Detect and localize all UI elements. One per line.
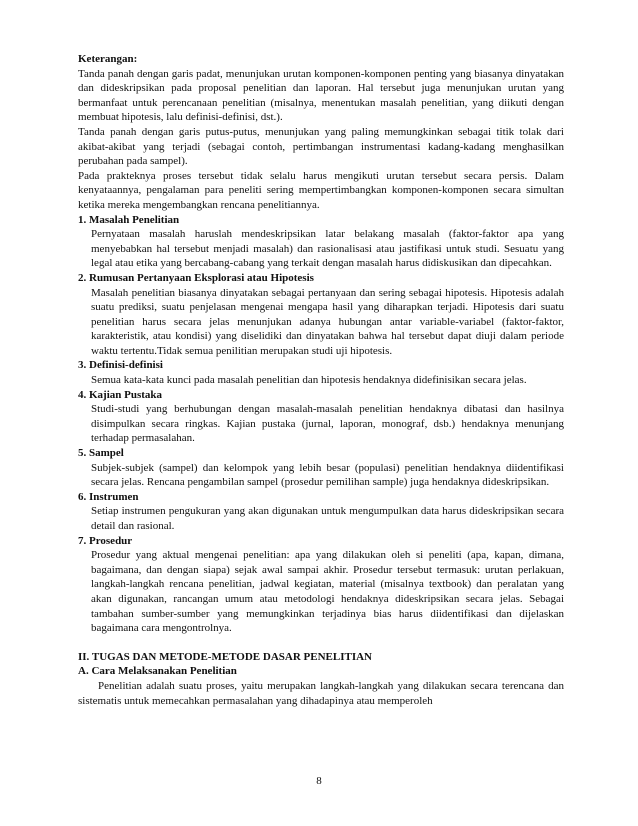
keterangan-paragraph-2: Tanda panah dengan garis putus-putus, menunjukan yang paling memungkinkan sebagai titik tolak dari akibat-akibat yang terjadi (sebagai contoh, pertimbangan instrumentasi kadang-kadang menghasilkan perubahan pada sampel).	[78, 125, 564, 168]
section-paragraph: Penelitian adalah suatu proses, yaitu merupakan langkah-langkah yang dilakukan secara terencana dan sistematis untuk memecahkan permasalahan yang dihadapinya atau memperoleh	[78, 679, 564, 707]
section-title: II. TUGAS DAN METODE-METODE DASAR PENELITIAN	[78, 650, 372, 663]
item-heading: 6. Instrumen	[78, 490, 139, 503]
section-subtitle: A. Cara Melaksanakan Penelitian	[78, 665, 237, 678]
page-number: 8	[316, 775, 322, 787]
item-heading: 5. Sampel	[78, 447, 124, 460]
item-body: Setiap instrumen pengukuran yang akan digunakan untuk mengumpulkan data harus dideskripsikan secara detail dan rasional.	[91, 505, 564, 532]
item-4	[78, 388, 564, 446]
keterangan-paragraph-3: Pada prakteknya proses tersebut tidak selalu harus mengikuti urutan tersebut secara persis. Dalam kenyataannya, pengalaman para peneliti sering mempertimbangkan komponen-komponen secara simultan ketika mereka mengembangkan rencana penelitiannya.	[78, 169, 564, 211]
item-1	[78, 213, 564, 271]
item-5	[78, 446, 564, 490]
item-heading: 3. Definisi-definisi	[78, 359, 163, 372]
item-2	[78, 271, 564, 359]
keterangan-title: Keterangan:	[78, 53, 138, 65]
item-7	[78, 534, 564, 636]
keterangan-paragraph-1: Tanda panah dengan garis padat, menunjukan urutan komponen-komponen penting yang biasanya dinyatakan dan dideskripsikan pada proposal penelitian dan laporan. Hal tersebut juga menunjukan urutan yang bermanfaat untuk perencanaan penelitian (misalnya, menentukan masalah penelitian, yang diikuti dengan membuat hipotesis, lalu definisi-definisi, dst.).	[78, 67, 564, 124]
item-body: Subjek-subjek (sampel) dan kelompok yang lebih besar (populasi) penelitian hendaknya diidentifikasi secara jelas. Rencana pengambilan sampel (prosedur pemilihan sample) juga hendaknya dideskripsikan.	[91, 461, 564, 489]
item-heading: 7. Prosedur	[78, 534, 133, 547]
item-body: Studi-studi yang berhubungan dengan masalah-masalah penelitian hendaknya dibatasi dan hasilnya disimpulkan secara ringkas. Kajian pustaka (jurnal, laporan, monograf, dsb.) hendaknya menunjang terhadap permasalahan.	[91, 403, 564, 445]
item-heading: 1. Masalah Penelitian	[78, 213, 180, 226]
item-heading: 2. Rumusan Pertanyaan Eksplorasi atau Hipotesis	[78, 271, 314, 284]
item-3	[78, 358, 564, 387]
item-body: Masalah penelitian biasanya dinyatakan sebagai pertanyaan dan sering sebagai hipotesis. Hipotesis adalah suatu prediksi, suatu penjelasan mengenai mengapa hasil yang diharapkan terjadi. Hipotesis dari suatu penelitian harus secara jelas menunjukan adanya hubungan antar variable-variabel (faktor-faktor, karakteristik, atau kondisi) yang diselidiki dan dinyatakan bahwa hal tersebut dapat diuji dalam periode waktu tertentu.Tidak semua penilitian merupakan studi uji hipotesis.	[91, 286, 564, 357]
document-page	[78, 52, 564, 708]
item-body: Pernyataan masalah haruslah mendeskripsikan latar belakang masalah (faktor-faktor apa yang menyebabkan hal tersebut menjadi masalah) dan rasionalisasi atau jastifikasi untuk studi. Sesuatu yang legal atau etika yang bercabang-cabang yang terkait dengan masalah harus didiskusikan dan dipecahkan.	[91, 228, 564, 270]
item-body: Semua kata-kata kunci pada masalah penelitian dan hipotesis hendaknya didefinisikan secara jelas.	[91, 374, 527, 387]
item-body: Prosedur yang aktual mengenai penelitian: apa yang dilakukan oleh si peneliti (apa, kapan, dimana, bagaimana, dan dengan siapa) sejak awal sampai akhir. Prosedur tersebut termasuk: urutan perlakuan, langkah-langkah rencana penelitian, jadwal kegiatan, material (misalnya textbook) dan peralatan yang akan digunakan, rancangan umum atau metodologi hendaknya dideskripsikan secara jelas. Sebagai tambahan sumber-sumber yang memungkinkan terjadinya bias harus diidentifikasi dan dijelaskan bagaimana cara mengontrolnya.	[91, 549, 564, 635]
item-6	[78, 490, 564, 534]
section-spacer	[78, 636, 564, 650]
item-heading: 4. Kajian Pustaka	[78, 388, 163, 401]
